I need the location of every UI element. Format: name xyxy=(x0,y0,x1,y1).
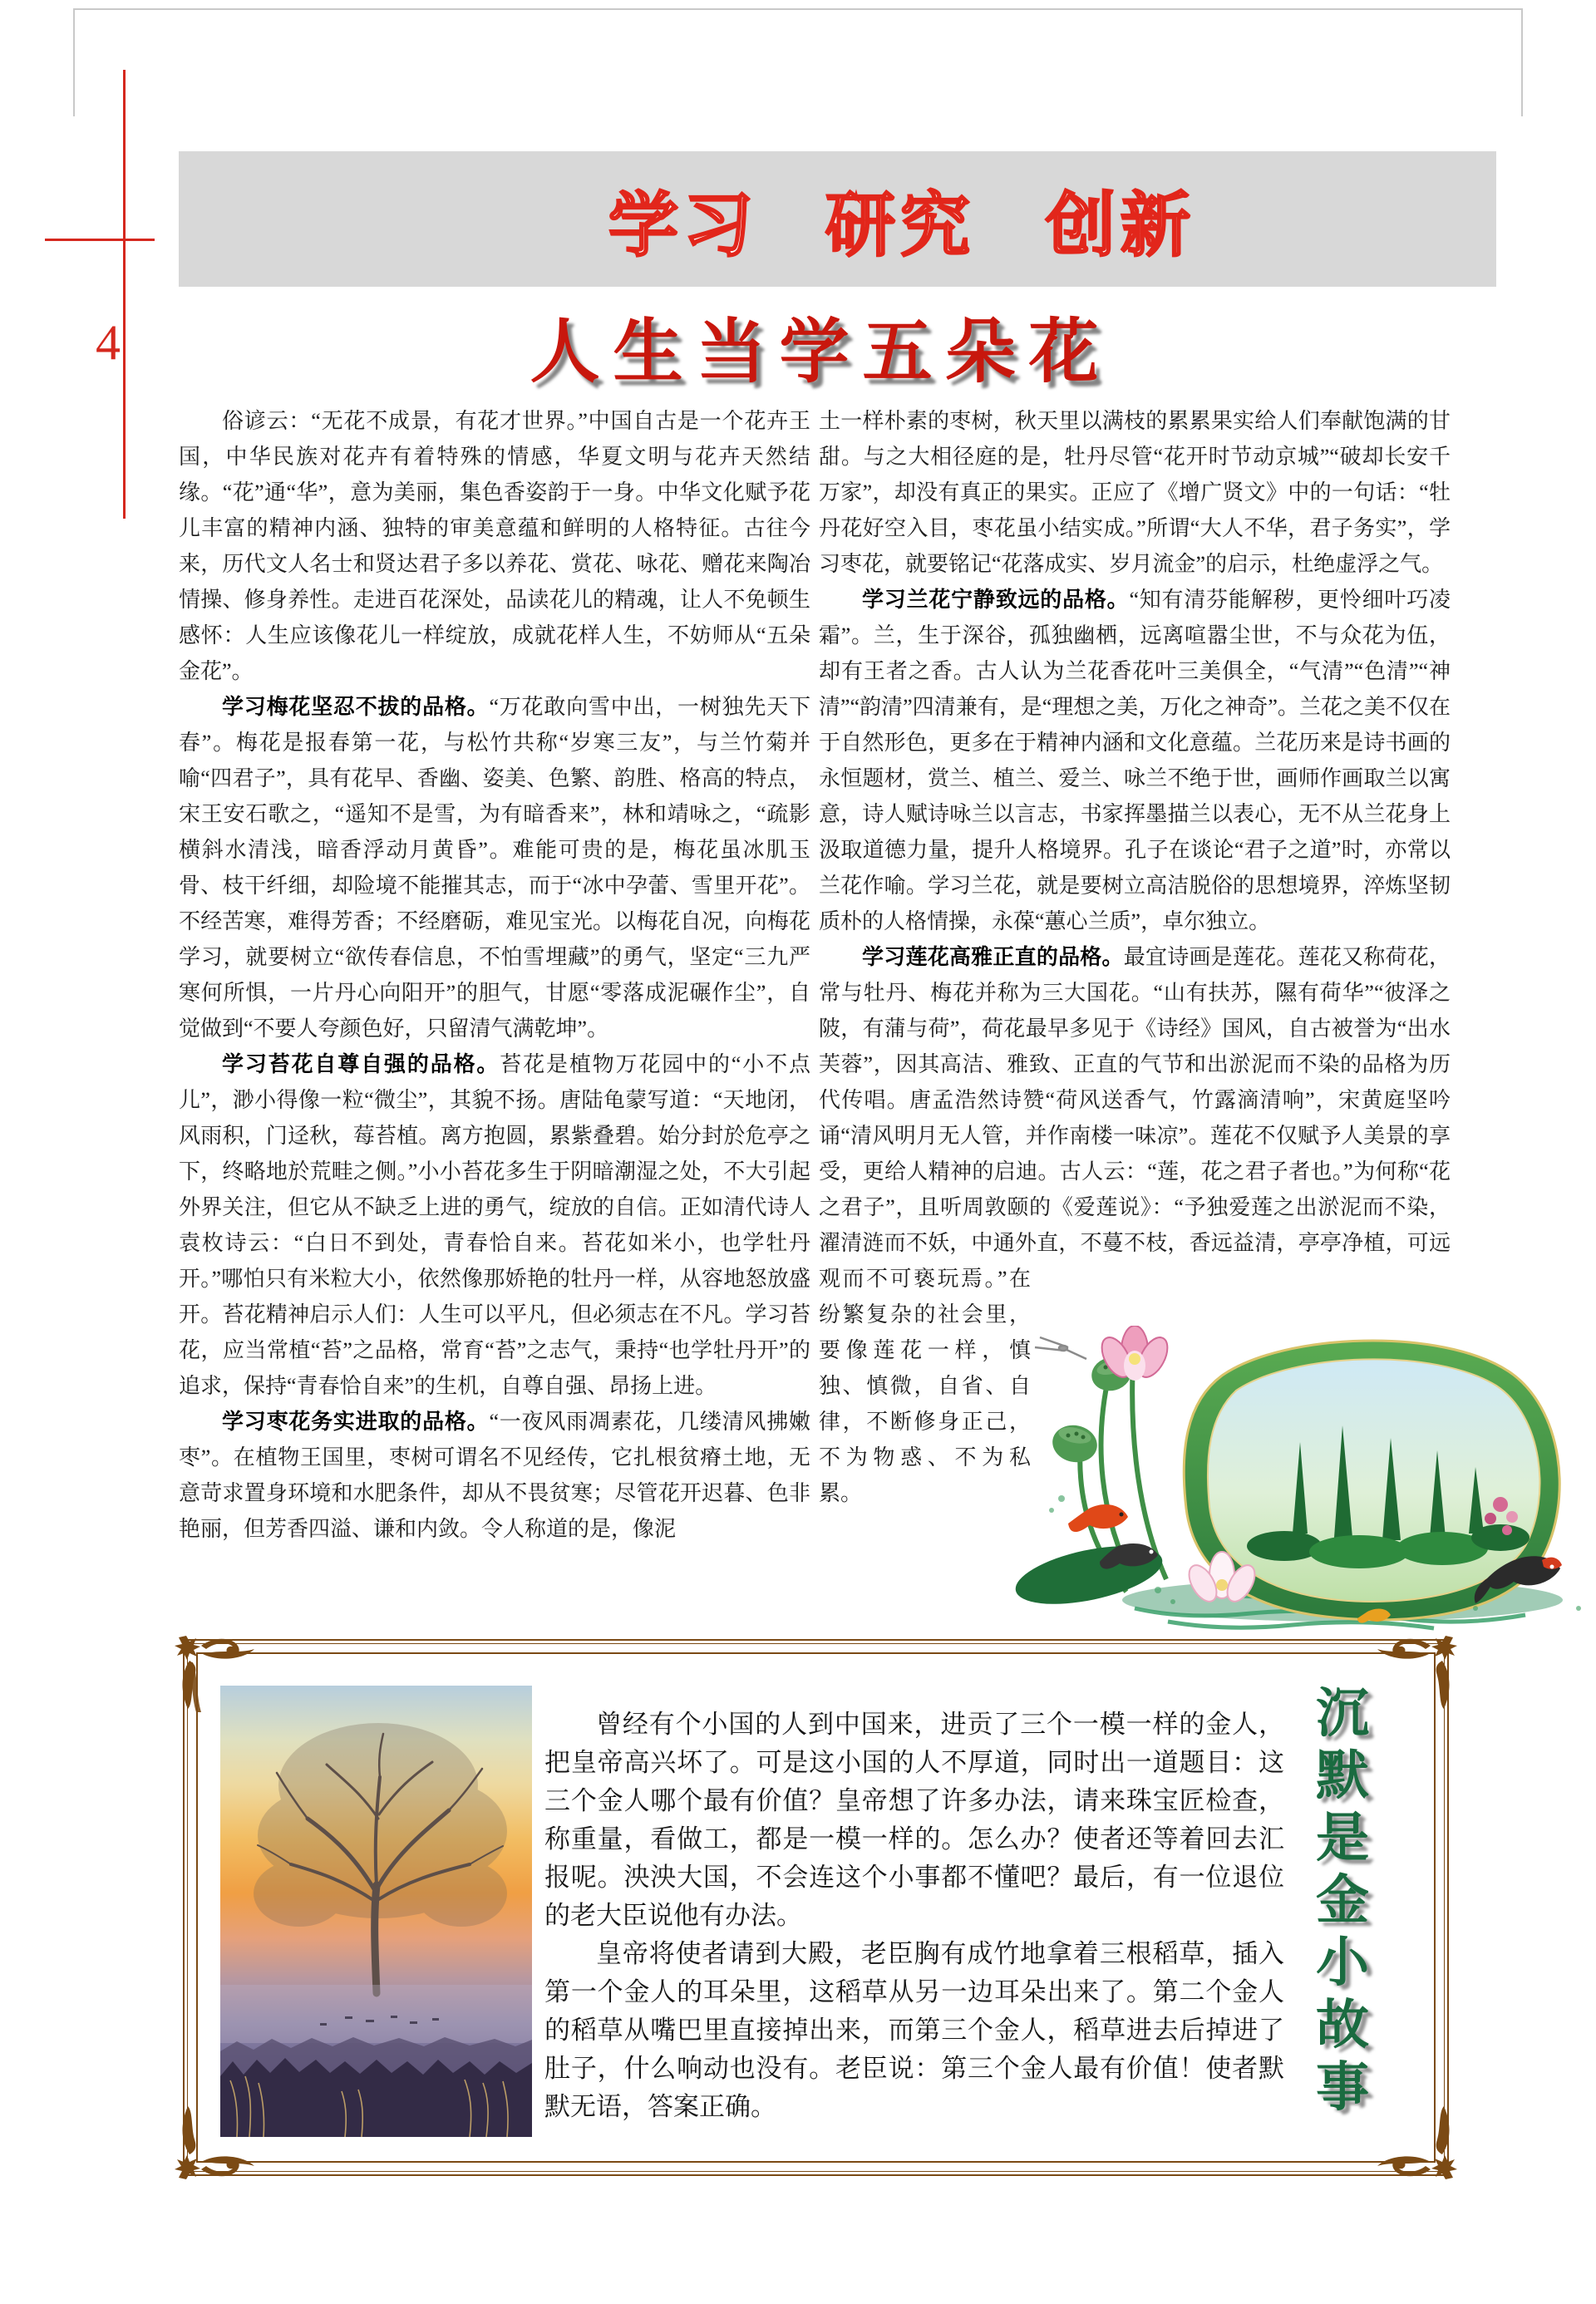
paragraph-jujube-body-right: 土一样朴素的枣树，秋天里以满枝的累累果实给人们奉献饱满的甘甜。与之大相径庭的是，牡丹尽管“花开时节动京城”“破却长安千万家”，却没有真正的果实。正应了《增广贤文》中的一句话：“牡丹花好空入目，枣花虽小结实成。”所谓“大人不华，君子务实”，学习枣花，就要铭记“花落成实、岁月流金”的启示，杜绝虚浮之气。 xyxy=(819,409,1451,576)
dragonfly-icon xyxy=(1035,1337,1086,1359)
paragraph-moss-lead: 学习苔花自尊自强的品格。 xyxy=(222,1052,500,1076)
paragraph-intro: 俗谚云：“无花不成景，有花才世界。”中国自古是一个花卉王国，中华民族对花卉有着特殊的情感，华夏文明与花卉天然结缘。“花”通“华”，意为美丽，集色香姿韵于一身。中华文化赋予花儿丰富的精神内涵、独特的审美意蕴和鲜明的人格特征。古往今来，历代文人名士和贤达君子多以养花、赏花、咏花、赠花来陶冶情操、修身养性。走进百花深处，品读花儿的精魂，让人不免顿生感怀：人生应该像花儿一样绽放，成就花样人生，不妨师从“五朵金花”。 xyxy=(179,409,810,683)
paragraph-orchid-lead: 学习兰花宁静致远的品格。 xyxy=(862,588,1130,612)
paragraph-lotus-lead: 学习莲花高雅正直的品格。 xyxy=(862,945,1124,969)
story-paragraph-2: 皇帝将使者请到大殿，老臣胸有成竹地拿着三根稻草，插入第一个金人的耳朵里，这稻草从另一边耳朵出来了。第二个金人的稻草从嘴巴里直接掉出来，而第三个金人，稻草进去后掉进了肚子，什么响动也没有。老臣说：第三个金人最有价值！使者默默无语，答案正确。 xyxy=(544,1939,1284,2121)
vertical-title-char: 故 xyxy=(1316,1996,1369,2055)
paragraph-plum xyxy=(179,689,810,1046)
story-vertical-title xyxy=(1301,1684,1384,2117)
sunset-tree-photo xyxy=(220,1686,532,2137)
page-edge-top xyxy=(73,8,1523,10)
paragraph-orchid xyxy=(819,582,1451,939)
page-edge-right xyxy=(1521,8,1523,116)
paragraph-plum-body: “万花敢向雪中出，一树独先天下春”。梅花是报春第一花，与松竹共称“岁寒三友”，与兰竹菊并喻“四君子”，具有花早、香幽、姿美、色繁、韵胜、格高的特点，宋王安石歌之，“遥知不是雪，为有暗香来”，林和靖咏之，“疏影横斜水清浅，暗香浮动月黄昏”。难能可贵的是，梅花虽冰肌玉骨、枝干纤细，却险境不能摧其志，而于“冰中孕蕾、雪里开花”。不经苦寒，难得芳香；不经磨砺，难见宝光。以梅花自况，向梅花学习，就要树立“欲传春信息，不怕雪埋藏”的勇气，坚定“三九严寒何所惧，一片丹心向阳开”的胆气，甘愿“零落成泥碾作尘”，自觉做到“不要人夸颜色好，只留清气满乾坤”。 xyxy=(179,695,810,1041)
vertical-title-char: 金 xyxy=(1316,1871,1369,1930)
registration-cross-horizontal xyxy=(45,239,155,241)
corner-ornament-icon xyxy=(175,2103,254,2183)
paragraph-orchid-body: “知有清芬能解秽，更怜细叶巧凌霜”。兰，生于深谷，孤独幽栖，远离喧嚣尘世，不与众花为伍，却有王者之香。古人认为兰花香花叶三美俱全，“气清”“色清”“神清”“韵清”四清兼有，是“理想之美，万化之神奇”。兰花之美不仅在于自然形色，更多在于精神内涵和文化意蕴。兰花历来是诗书画的永恒题材，赏兰、植兰、爱兰、咏兰不绝于世，画师作画取兰以寓意，诗人赋诗咏兰以言志，书家挥墨描兰以表心，无不从兰花身上汲取道德力量，提升人格境界。孔子在谈论“君子之道”时，亦常以兰花作喻。学习兰花，就是要树立高洁脱俗的思想境界，淬炼坚韧质朴的人格情操，永葆“蕙心兰质”，卓尔独立。 xyxy=(819,588,1451,933)
header-word-research: 研究 xyxy=(825,188,976,265)
corner-ornament-icon xyxy=(1377,2103,1457,2183)
header-band xyxy=(179,151,1496,287)
vertical-title-char: 默 xyxy=(1316,1746,1369,1805)
article-title xyxy=(179,296,1463,396)
vertical-title-char: 事 xyxy=(1316,2058,1369,2117)
vertical-title-char: 是 xyxy=(1316,1809,1369,1868)
header-band-words xyxy=(179,151,1496,287)
page-number: 4 xyxy=(96,315,121,370)
vertical-title-char: 沉 xyxy=(1316,1684,1369,1743)
article-column-left xyxy=(179,403,810,1547)
vertical-title-char: 小 xyxy=(1316,1933,1369,1992)
paragraph-jujube-lead: 学习枣花务实进取的品格。 xyxy=(222,1410,490,1434)
paragraph-plum-lead: 学习梅花坚忍不拔的品格。 xyxy=(222,695,490,719)
paragraph-moss xyxy=(179,1046,810,1404)
story-paragraph-1: 曾经有个小国的人到中国来，进贡了三个一模一样的金人，把皇帝高兴坏了。可是这小国的人不厚道，同时出一道题目：这三个金人哪个最有价值？皇帝想了许多办法，请来珠宝匠检查，称重量，看做工，都是一模一样的。怎么办？使者还等着回去汇报呢。泱泱大国，不会连这个小事都不懂吧？最后，有一位退位的老大臣说他有办法。 xyxy=(544,1710,1284,1930)
story-text xyxy=(544,1706,1284,2126)
mist-band xyxy=(220,1985,532,2043)
paragraph-moss-body: 苔花是植物万花园中的“小不点儿”，渺小得像一粒“微尘”，其貌不扬。唐陆龟蒙写道：“天地闭，风雨积，门迳秋，莓苔植。离方抱圆，累紫叠碧。始分封於危亭之下，终略地於荒畦之侧。”小小苔花多生于阴暗潮湿之处，不大引起外界关注，但它从不缺乏上进的勇气，绽放的自信。正如清代诗人袁枚诗云：“白日不到处，青春恰自来。苔花如米小，也学牡丹开。”哪怕只有米粒大小，依然像那娇艳的牡丹一样，从容地怒放盛开。苔花精神启示人们：人生可以平凡，但必须志在不凡。学习苔花，应当常植“苔”之品格，常育“苔”之志气，秉持“也学牡丹开”的追求，保持“青春恰自来”的生机，自尊自强、昂扬上进。 xyxy=(179,1052,810,1398)
corner-ornament-icon xyxy=(175,1632,254,1712)
paragraph-jujube-right xyxy=(819,403,1451,582)
lotus-pond-illustration xyxy=(1010,1326,1596,1633)
koi-fish-red-icon xyxy=(1068,1504,1128,1532)
paragraph-lotus-body: 最宜诗画是莲花。莲花又称荷花，常与牡丹、梅花并称为三大国花。“山有扶苏，隰有荷华”“彼泽之陂，有蒲与荷”，荷花最早多见于《诗经》国风，自古被誉为“出水芙蓉”，因其高洁、雅致、正直的气节和出淤泥而不染的品格为历代传唱。唐孟浩然诗赞“荷风送香气，竹露滴清响”，宋黄庭坚吟诵“清风明月无人管，并作南楼一味凉”。莲花不仅赋予人美景的享受，更给人精神的启迪。古人云：“莲，花之君子者也。”为何称“花之君子”，且听周敦颐的《爱莲说》：“予独爱莲之出淤泥而不染，濯清涟而不妖，中通外直， xyxy=(819,945,1451,1255)
paragraph-lotus-body-wrapped: 不蔓不枝，香远益清，亭亭净植，可远观而不可亵玩焉。”在纷繁复杂的社会里，要像莲花一样，慎独、慎微，自省、自律，不断修身正己，不为物惑、不为私累。 xyxy=(819,1231,1451,1505)
registration-cross-vertical xyxy=(123,70,126,519)
header-word-study: 学习 xyxy=(608,188,759,265)
corner-ornament-icon xyxy=(1377,1632,1457,1712)
paragraph-jujube-left xyxy=(179,1404,810,1547)
page-edge-left xyxy=(73,8,75,116)
paragraph-jujube-body-left: “一夜风雨凋素花，几缕清风拂嫩枣”。在植物王国里，枣树可谓名不见经传，它扎根贫瘠土地，无意苛求置身环境和水肥条件，却从不畏贫寒；尽管花开迟暮、色非艳丽，但芳香四溢、谦和内敛。令人称道的是，像泥 xyxy=(179,1410,810,1541)
header-word-innovate: 创新 xyxy=(1045,188,1196,265)
article-title-text: 人生当学五朵花 xyxy=(530,314,1112,391)
